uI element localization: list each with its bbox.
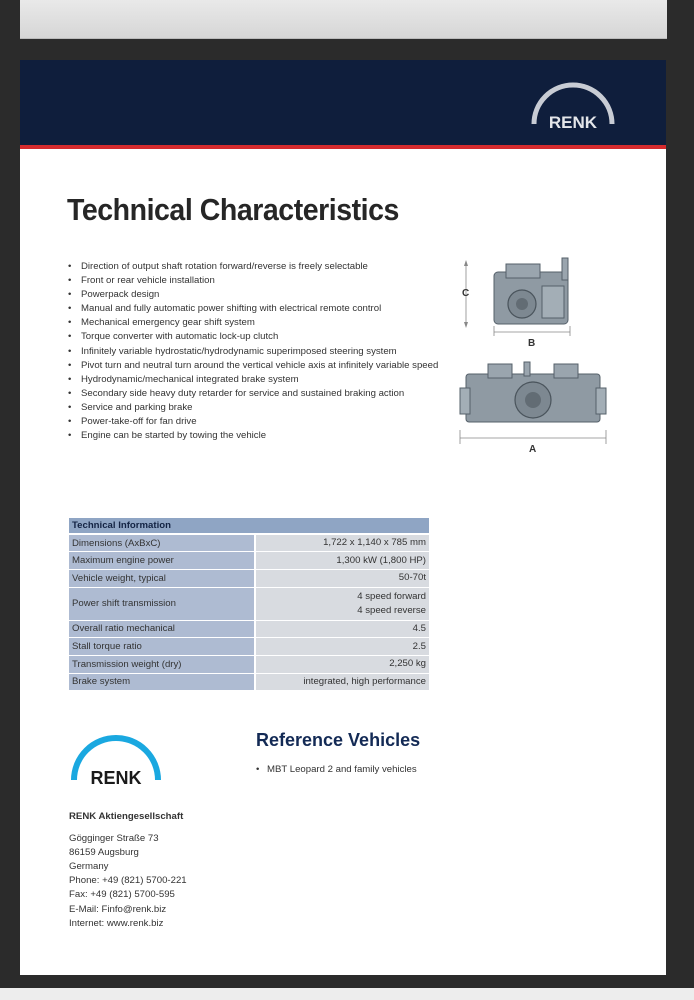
document-page	[20, 60, 666, 975]
row-value: 1,300 kW (1,800 HP)	[255, 552, 429, 570]
address-internet: Internet: www.renk.biz	[69, 917, 164, 929]
address-country: Germany	[69, 861, 109, 873]
table-row	[69, 638, 429, 656]
row-value: integrated, high performance	[255, 673, 429, 691]
header-band	[20, 60, 666, 145]
previous-page-edge	[20, 0, 667, 39]
svg-text:RENK: RENK	[548, 113, 598, 130]
table-row	[69, 534, 429, 552]
address-street: Gögginger Straße 73	[69, 833, 159, 845]
row-value: 4 speed forward 4 speed reverse	[255, 587, 429, 620]
list-item: • Power-take-off for fan drive	[68, 415, 438, 429]
technical-information-table	[69, 518, 429, 691]
table-row	[69, 569, 429, 587]
list-item: • Front or rear vehicle installation	[68, 274, 438, 288]
dimension-label-b: B	[528, 338, 536, 349]
list-item: • Torque converter with automatic lock-up clutch	[68, 330, 438, 344]
table-row	[69, 552, 429, 570]
dimension-label-c: C	[462, 288, 470, 299]
list-item: • Manual and fully automatic power shifting with electrical remote control	[68, 302, 438, 316]
list-item: • Hydrodynamic/mechanical integrated brake system	[68, 373, 438, 387]
table-heading: Technical Information	[69, 518, 429, 534]
transmission-diagram	[458, 256, 608, 461]
list-item: • Infinitely variable hydrostatic/hydrodynamic superimposed steering system	[68, 345, 438, 359]
row-value: 1,722 x 1,140 x 785 mm	[255, 534, 429, 552]
list-item: • Direction of output shaft rotation forward/reverse is freely selectable	[68, 260, 438, 274]
table-row	[69, 620, 429, 638]
header-red-line	[20, 145, 666, 149]
list-item: • Secondary side heavy duty retarder for service and sustained braking action	[68, 387, 438, 401]
address-phone: Phone: +49 (821) 5700-221	[69, 875, 187, 887]
address-city: 86159 Augsburg	[69, 847, 139, 859]
row-value: 2,250 kg	[255, 655, 429, 673]
table-row	[69, 673, 429, 691]
row-label: Power shift transmission	[69, 587, 255, 620]
company-address	[69, 810, 187, 931]
address-fax: Fax: +49 (821) 5700-595	[69, 889, 175, 901]
row-label: Maximum engine power	[69, 552, 255, 570]
svg-text:RENK: RENK	[90, 768, 142, 788]
company-name: RENK Aktiengesellschaft	[69, 811, 184, 822]
reference-vehicles-list	[256, 764, 417, 775]
next-page-edge	[0, 988, 694, 1000]
row-label: Dimensions (AxBxC)	[69, 534, 255, 552]
row-value: 4.5	[255, 620, 429, 638]
list-item: • MBT Leopard 2 and family vehicles	[256, 764, 417, 775]
row-label: Overall ratio mechanical	[69, 620, 255, 638]
row-label: Vehicle weight, typical	[69, 569, 255, 587]
row-label: Stall torque ratio	[69, 638, 255, 656]
page-title: Technical Characteristics	[67, 192, 399, 227]
address-email: E-Mail: Finfo@renk.biz	[69, 903, 167, 915]
list-item: • Pivot turn and neutral turn around the vertical vehicle axis at infinitely variable speed	[68, 359, 438, 373]
row-value: 2.5	[255, 638, 429, 656]
list-item: • Service and parking brake	[68, 401, 438, 415]
transmission-side-view	[464, 258, 570, 336]
renk-logo	[68, 732, 164, 788]
list-item: • Engine can be started by towing the vehicle	[68, 429, 438, 443]
renk-logo-header	[528, 78, 618, 130]
list-item: • Mechanical emergency gear shift system	[68, 316, 438, 330]
row-label: Brake system	[69, 673, 255, 691]
reference-vehicles-title: Reference Vehicles	[256, 730, 421, 750]
table-row	[69, 587, 429, 620]
table-row	[69, 655, 429, 673]
feature-list	[68, 260, 438, 443]
row-value: 50-70t	[255, 569, 429, 587]
transmission-front-view	[460, 362, 606, 444]
dimension-label-a: A	[529, 444, 537, 455]
list-item: • Powerpack design	[68, 288, 438, 302]
row-label: Transmission weight (dry)	[69, 655, 255, 673]
